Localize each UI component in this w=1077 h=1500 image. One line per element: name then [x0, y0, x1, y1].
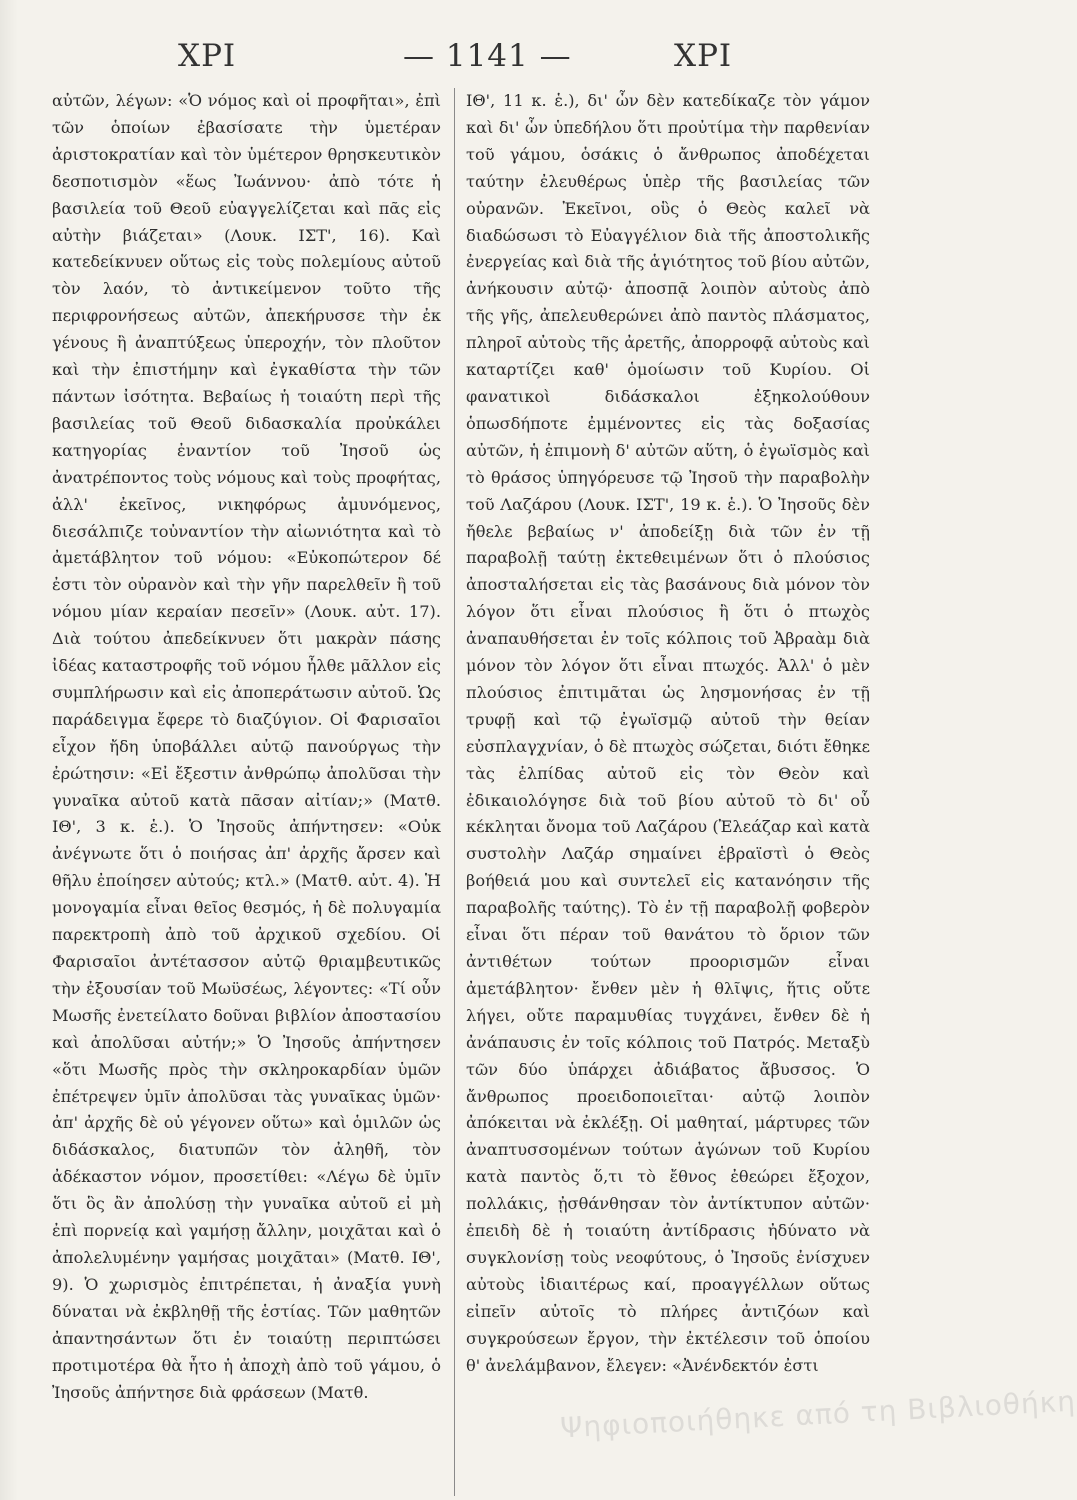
header-left-word: ΧΡΙ — [178, 38, 237, 74]
running-header — [50, 30, 940, 80]
column-divider — [454, 88, 455, 1496]
right-column-text: ΙΘ', 11 κ. ἑ.), δι' ὧν δὲν κατεδίκαζε τὸν γάμον καὶ δι' ὧν ὑπεδήλου ὅτι προὐτίμα τὴν παρθενίαν τοῦ γάμου, ὁσάκις ὁ ἄνθρωπος ἀποδέχεται ταύτην ἐλευθέρως ὑπὲρ τῆς βασιλείας τῶν οὐρανῶν. Ἐκεῖνοι, οὓς ὁ Θεὸς καλεῖ νὰ διαδώσωσι τὸ Εὐαγγέλιον διὰ τῆς ἀποστολικῆς ἐνεργείας καὶ διὰ τῆς ἁγιότητος τοῦ βίου αὐτῶν, ἀνήκουσιν αὐτῷ· ἀποσπᾷ λοιπὸν αὐτοὺς ἀπὸ τῆς γῆς, ἀπελευθερώνει ἀπὸ παντὸς πλάσματος, πληροῖ αὐτοὺς τῆς ἀρετῆς, ἀπορροφᾷ αὐτοὺς καὶ καταρτίζει καθ' ὁμοίωσιν τοῦ Κυρίου. Οἱ φανατικοὶ διδάσκαλοι ἐξηκολούθουν ὁπωσδήποτε ἐμμένοντες εἰς τὰς δοξασίας αὐτῶν, ἡ ἐπιμονὴ δ' αὐτῶν αὕτη, ὁ ἐγωϊσμὸς καὶ τὸ θράσος ὑπηγόρευσε τῷ Ἰησοῦ τὴν παραβολὴν τοῦ Λαζάρου (Λουκ. ΙΣΤ', 19 κ. ἑ.). Ὁ Ἰησοῦς δὲν ἤθελε βεβαίως ν' ἀποδείξῃ διὰ τῶν ἐν τῇ παραβολῇ ταύτῃ ἐκτεθειμένων ὅτι ὁ πλούσιος ἀποσταλήσεται εἰς τὰς βασάνους διὰ μόνον τὸν λόγον ὅτι εἶναι πλούσιος ἢ ὅτι ὁ πτωχὸς ἀναπαυθήσεται ἐν τοῖς κόλποις τοῦ Ἀβραὰμ διὰ μόνον τὸν λόγον ὅτι εἶναι πτωχός. Ἀλλ' ὁ μὲν πλούσιος ἐπιτιμᾶται ὡς λησμονήσας ἐν τῇ τρυφῇ καὶ τῷ ἐγωϊσμῷ αὐτοῦ τὴν θείαν εὐσπλαγχνίαν, ὁ δὲ πτωχὸς σώζεται, διότι ἔθηκε τὰς ἐλπίδας αὐτοῦ εἰς τὸν Θεὸν καὶ ἐδικαιολόγησε διὰ τοῦ βίου αὐτοῦ τὸ δι' οὗ κέκληται ὄνομα τοῦ Λαζάρου (Ἐλεάζαρ καὶ κατὰ συστολὴν Λαζάρ σημαίνει ἑβραϊστὶ ὁ Θεὸς βοήθειά μου καὶ συντελεῖ εἰς κατανόησιν τῆς παραβολῆς ταύτης). Τὸ ἐν τῇ παραβολῇ φοβερὸν εἶναι ὅτι πέραν τοῦ θανάτου τὸ ὅριον τῶν ἀντιθέτων τούτων προορισμῶν εἶναι ἀμετάβλητον· ἔνθεν μὲν ἡ θλῖψις, ἥτις οὔτε λήγει, οὔτε παραμυθίας τυγχάνει, ἔνθεν δὲ ἡ ἀνάπαυσις ἐν τοῖς κόλποις τοῦ Πατρός. Μεταξὺ τῶν δύο ὑπάρχει ἀδιάβατος ἄβυσσος. Ὁ ἄνθρωπος προειδοποιεῖται· αὐτῷ λοιπὸν ἀπόκειται νὰ ἐκλέξῃ. Οἱ μαθηταί, μάρτυρες τῶν ἀναπτυσσομένων τούτων ἀγώνων τοῦ Κυρίου κατὰ παντὸς ὅ,τι τὸ ἔθνος ἐθεώρει ἔξοχον, πολλάκις, ᾐσθάνθησαν τὸν ἀντίκτυπον αὐτῶν· ἐπειδὴ δὲ ἡ τοιαύτη ἀντίδρασις ἠδύνατο νὰ συγκλονίσῃ τοὺς νεοφύτους, ὁ Ἰησοῦς ἐνίσχυεν αὐτοὺς ἰδιαιτέρως καί, προαγγέλλων οὕτως εἰπεῖν αὐτοῖς τὸ πλήρες ἀντιζόων καὶ συγκρούσεων ἔργον, τὴν ἐκτέλεσιν τοῦ ὁποίου θ' ἀνελάμβανον, ἔλεγεν: «Ἀνένδεκτόν ἐστι — [466, 91, 870, 1375]
right-text-column — [466, 88, 870, 1380]
page-number: — 1141 — — [403, 38, 572, 74]
left-text-column — [52, 88, 441, 1406]
left-column-text: αὐτῶν, λέγων: «Ὁ νόμος καὶ οἱ προφῆται», ἐπὶ τῶν ὁποίων ἐβασίσατε τὴν ὑμετέραν ἀριστοκρατίαν καὶ τὸν ὑμέτερον θρησκευτικὸν δεσποτισμὸν «ἕως Ἰωάννου· ἀπὸ τότε ἡ βασιλεία τοῦ Θεοῦ εὐαγγελίζεται καὶ πᾶς εἰς αὐτὴν βιάζεται» (Λουκ. ΙΣΤ', 16). Καὶ κατεδείκνυεν οὕτως εἰς τοὺς πολεμίους αὐτοῦ τὸν λαόν, τὸ ἀντικείμενον τοῦτο τῆς περιφρονήσεως αὐτῶν, ἀπεκήρυσσε τὴν ἐκ γένους ἢ ἀναπτύξεως ὑπεροχήν, τὸν πλοῦτον καὶ τὴν ἐπιστήμην καὶ ἐγκαθίστα τὴν τῶν πάντων ἰσότητα. Βεβαίως ἡ τοιαύτη περὶ τῆς βασιλείας τοῦ Θεοῦ διδασκαλία προὐκάλει κατηγορίας ἐναντίον τοῦ Ἰησοῦ ὡς ἀνατρέποντος τοὺς νόμους καὶ τοὺς προφήτας, ἀλλ' ἐκεῖνος, νικηφόρως ἀμυνόμενος, διεσάλπιζε τοὐναντίον τὴν αἰωνιότητα καὶ τὸ ἀμετάβλητον τοῦ νόμου: «Εὐκοπώτερον δέ ἐστι τὸν οὐρανὸν καὶ τὴν γῆν παρελθεῖν ἢ τοῦ νόμου μίαν κεραίαν πεσεῖν» (Λουκ. αὐτ. 17). Διὰ τούτου ἀπεδείκνυεν ὅτι μακρὰν πάσης ἰδέας καταστροφῆς τοῦ νόμου ἦλθε μᾶλλον εἰς συμπλήρωσιν καὶ εἰς ἀποπεράτωσιν αὐτοῦ. Ὡς παράδειγμα ἔφερε τὸ διαζύγιον. Οἱ Φαρισαῖοι εἶχον ἤδη ὑποβάλλει αὐτῷ πανούργως τὴν ἐρώτησιν: «Εἰ ἔξεστιν ἀνθρώπῳ ἀπολῦσαι τὴν γυναῖκα αὐτοῦ κατὰ πᾶσαν αἰτίαν;» (Ματθ. ΙΘ', 3 κ. ἑ.). Ὁ Ἰησοῦς ἀπήντησεν: «Οὐκ ἀνέγνωτε ὅτι ὁ ποιήσας ἀπ' ἀρχῆς ἄρσεν καὶ θῆλυ ἐποίησεν αὐτούς; κτλ.» (Ματθ. αὐτ. 4). Ἡ μονογαμία εἶναι θεῖος θεσμός, ἡ δὲ πολυγαμία παρεκτροπὴ ἀπὸ τοῦ ἀρχικοῦ σχεδίου. Οἱ Φαρισαῖοι ἀντέτασσον αὐτῷ θριαμβευτικῶς τὴν ἐξουσίαν τοῦ Μωϋσέως, λέγοντες: «Τί οὖν Μωσῆς ἐνετείλατο δοῦναι βιβλίον ἀποστασίου καὶ ἀπολῦσαι αὐτήν;» Ὁ Ἰησοῦς ἀπήντησεν «ὅτι Μωσῆς πρὸς τὴν σκληροκαρδίαν ὑμῶν ἐπέτρεψεν ὑμῖν ἀπολῦσαι τὰς γυναῖκας ὑμῶν· ἀπ' ἀρχῆς δὲ οὐ γέγονεν οὕτω» καὶ ὁμιλῶν ὡς διδάσκαλος, διατυπῶν τὸν ἀληθῆ, τὸν ἀδέκαστον νόμον, προσετίθει: «Λέγω δὲ ὑμῖν ὅτι ὃς ἂν ἀπολύσῃ τὴν γυναῖκα αὐτοῦ εἰ μὴ ἐπὶ πορνείᾳ καὶ γαμήσῃ ἄλλην, μοιχᾶται καὶ ὁ ἀπολελυμένην γαμήσας μοιχᾶται» (Ματθ. ΙΘ', 9). Ὁ χωρισμὸς ἐπιτρέπεται, ἡ ἀναξία γυνὴ δύναται νὰ ἐκβληθῇ τῆς ἑστίας. Τῶν μαθητῶν ἀπαντησάντων ὅτι ἐν τοιαύτῃ περιπτώσει προτιμοτέρα θὰ ἦτο ἡ ἀποχὴ ἀπὸ τοῦ γάμου, ὁ Ἰησοῦς ἀπήντησε διὰ φράσεων (Ματθ. — [52, 91, 441, 1402]
header-right-word: ΧΡΙ — [674, 38, 733, 74]
library-watermark: Ψηφιοποιήθηκε από τη Βιβλιοθήκη — [559, 1384, 1077, 1445]
